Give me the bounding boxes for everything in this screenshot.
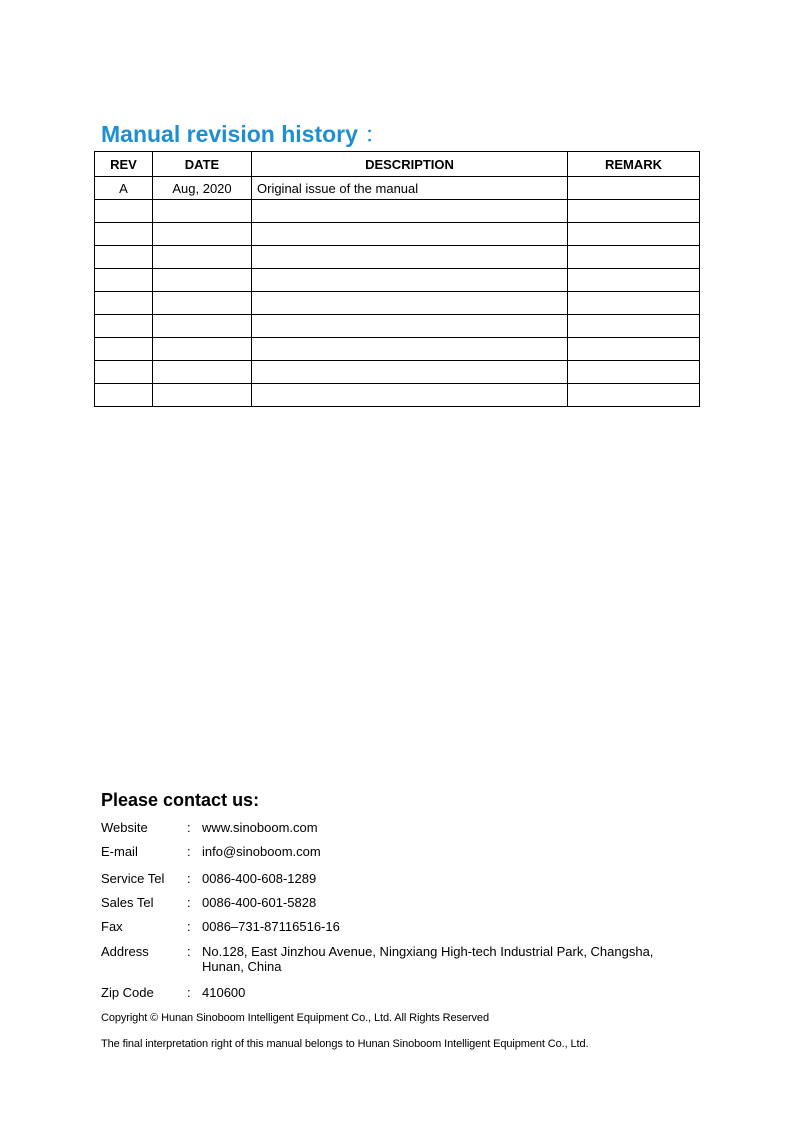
cell-description bbox=[252, 361, 568, 384]
separator: : bbox=[187, 944, 191, 959]
zip-label: Zip Code bbox=[101, 985, 154, 1000]
cell-date bbox=[153, 361, 252, 384]
cell-remark bbox=[568, 338, 700, 361]
cell-remark bbox=[568, 177, 700, 200]
copyright-notice: Copyright © Hunan Sinoboom Intelligent Equipment Co., Ltd. All Rights Reserved bbox=[101, 1012, 489, 1024]
cell-description bbox=[252, 292, 568, 315]
cell-date: Aug, 2020 bbox=[153, 177, 252, 200]
interpretation-notice: The final interpretation right of this manual belongs to Hunan Sinoboom Intelligent Equipment Co., Ltd. bbox=[101, 1038, 589, 1050]
table-row bbox=[95, 177, 700, 200]
header-remark: REMARK bbox=[568, 152, 700, 177]
address-line-2: Hunan, China bbox=[202, 959, 282, 974]
cell-date bbox=[153, 384, 252, 407]
header-date: DATE bbox=[153, 152, 252, 177]
table-header-row bbox=[95, 152, 700, 177]
cell-rev bbox=[95, 384, 153, 407]
table-row bbox=[95, 292, 700, 315]
cell-remark bbox=[568, 269, 700, 292]
cell-date bbox=[153, 200, 252, 223]
cell-remark bbox=[568, 246, 700, 269]
address-label: Address bbox=[101, 944, 149, 959]
separator: : bbox=[187, 844, 191, 859]
cell-rev bbox=[95, 246, 153, 269]
cell-description bbox=[252, 223, 568, 246]
cell-rev bbox=[95, 223, 153, 246]
service-tel-label: Service Tel bbox=[101, 871, 165, 886]
revision-history-table bbox=[94, 151, 700, 407]
cell-description bbox=[252, 269, 568, 292]
header-description: DESCRIPTION bbox=[252, 152, 568, 177]
service-tel-value: 0086-400-608-1289 bbox=[202, 871, 317, 886]
revision-history-title-colon: ： bbox=[364, 121, 388, 147]
fax-value: 0086–731-87116516-16 bbox=[202, 919, 340, 934]
cell-remark bbox=[568, 223, 700, 246]
cell-date bbox=[153, 338, 252, 361]
separator: : bbox=[187, 871, 191, 886]
sales-tel-label: Sales Tel bbox=[101, 895, 154, 910]
table-row bbox=[95, 223, 700, 246]
website-link[interactable]: www.sinoboom.com bbox=[202, 820, 318, 835]
separator: : bbox=[187, 919, 191, 934]
cell-rev: A bbox=[95, 177, 153, 200]
cell-date bbox=[153, 315, 252, 338]
table-row bbox=[95, 338, 700, 361]
email-label: E-mail bbox=[101, 844, 138, 859]
separator: : bbox=[187, 895, 191, 910]
address-line-1: No.128, East Jinzhou Avenue, Ningxiang High-tech Industrial Park, Changsha, bbox=[202, 944, 654, 959]
cell-date bbox=[153, 246, 252, 269]
cell-description bbox=[252, 315, 568, 338]
contact-title: Please contact us: bbox=[101, 790, 260, 810]
fax-label: Fax bbox=[101, 919, 123, 934]
separator: : bbox=[187, 820, 191, 835]
sales-tel-value: 0086-400-601-5828 bbox=[202, 895, 317, 910]
cell-rev bbox=[95, 292, 153, 315]
cell-description: Original issue of the manual bbox=[252, 177, 568, 200]
cell-date bbox=[153, 292, 252, 315]
table-row bbox=[95, 246, 700, 269]
cell-description bbox=[252, 246, 568, 269]
cell-description bbox=[252, 384, 568, 407]
cell-date bbox=[153, 223, 252, 246]
revision-history-title-text: Manual revision history bbox=[101, 121, 358, 147]
table-row bbox=[95, 384, 700, 407]
cell-date bbox=[153, 269, 252, 292]
cell-rev bbox=[95, 361, 153, 384]
table-row bbox=[95, 269, 700, 292]
revision-history-title bbox=[101, 116, 387, 149]
cell-description bbox=[252, 200, 568, 223]
cell-remark bbox=[568, 292, 700, 315]
cell-remark bbox=[568, 200, 700, 223]
cell-remark bbox=[568, 315, 700, 338]
cell-rev bbox=[95, 338, 153, 361]
cell-remark bbox=[568, 384, 700, 407]
cell-rev bbox=[95, 315, 153, 338]
table-row bbox=[95, 315, 700, 338]
header-rev: REV bbox=[95, 152, 153, 177]
website-label: Website bbox=[101, 820, 148, 835]
email-link[interactable]: info@sinoboom.com bbox=[202, 844, 321, 859]
zip-value: 410600 bbox=[202, 985, 246, 1000]
table-row bbox=[95, 361, 700, 384]
separator: : bbox=[187, 985, 191, 1000]
cell-remark bbox=[568, 361, 700, 384]
cell-description bbox=[252, 338, 568, 361]
cell-rev bbox=[95, 200, 153, 223]
table-row bbox=[95, 200, 700, 223]
cell-rev bbox=[95, 269, 153, 292]
